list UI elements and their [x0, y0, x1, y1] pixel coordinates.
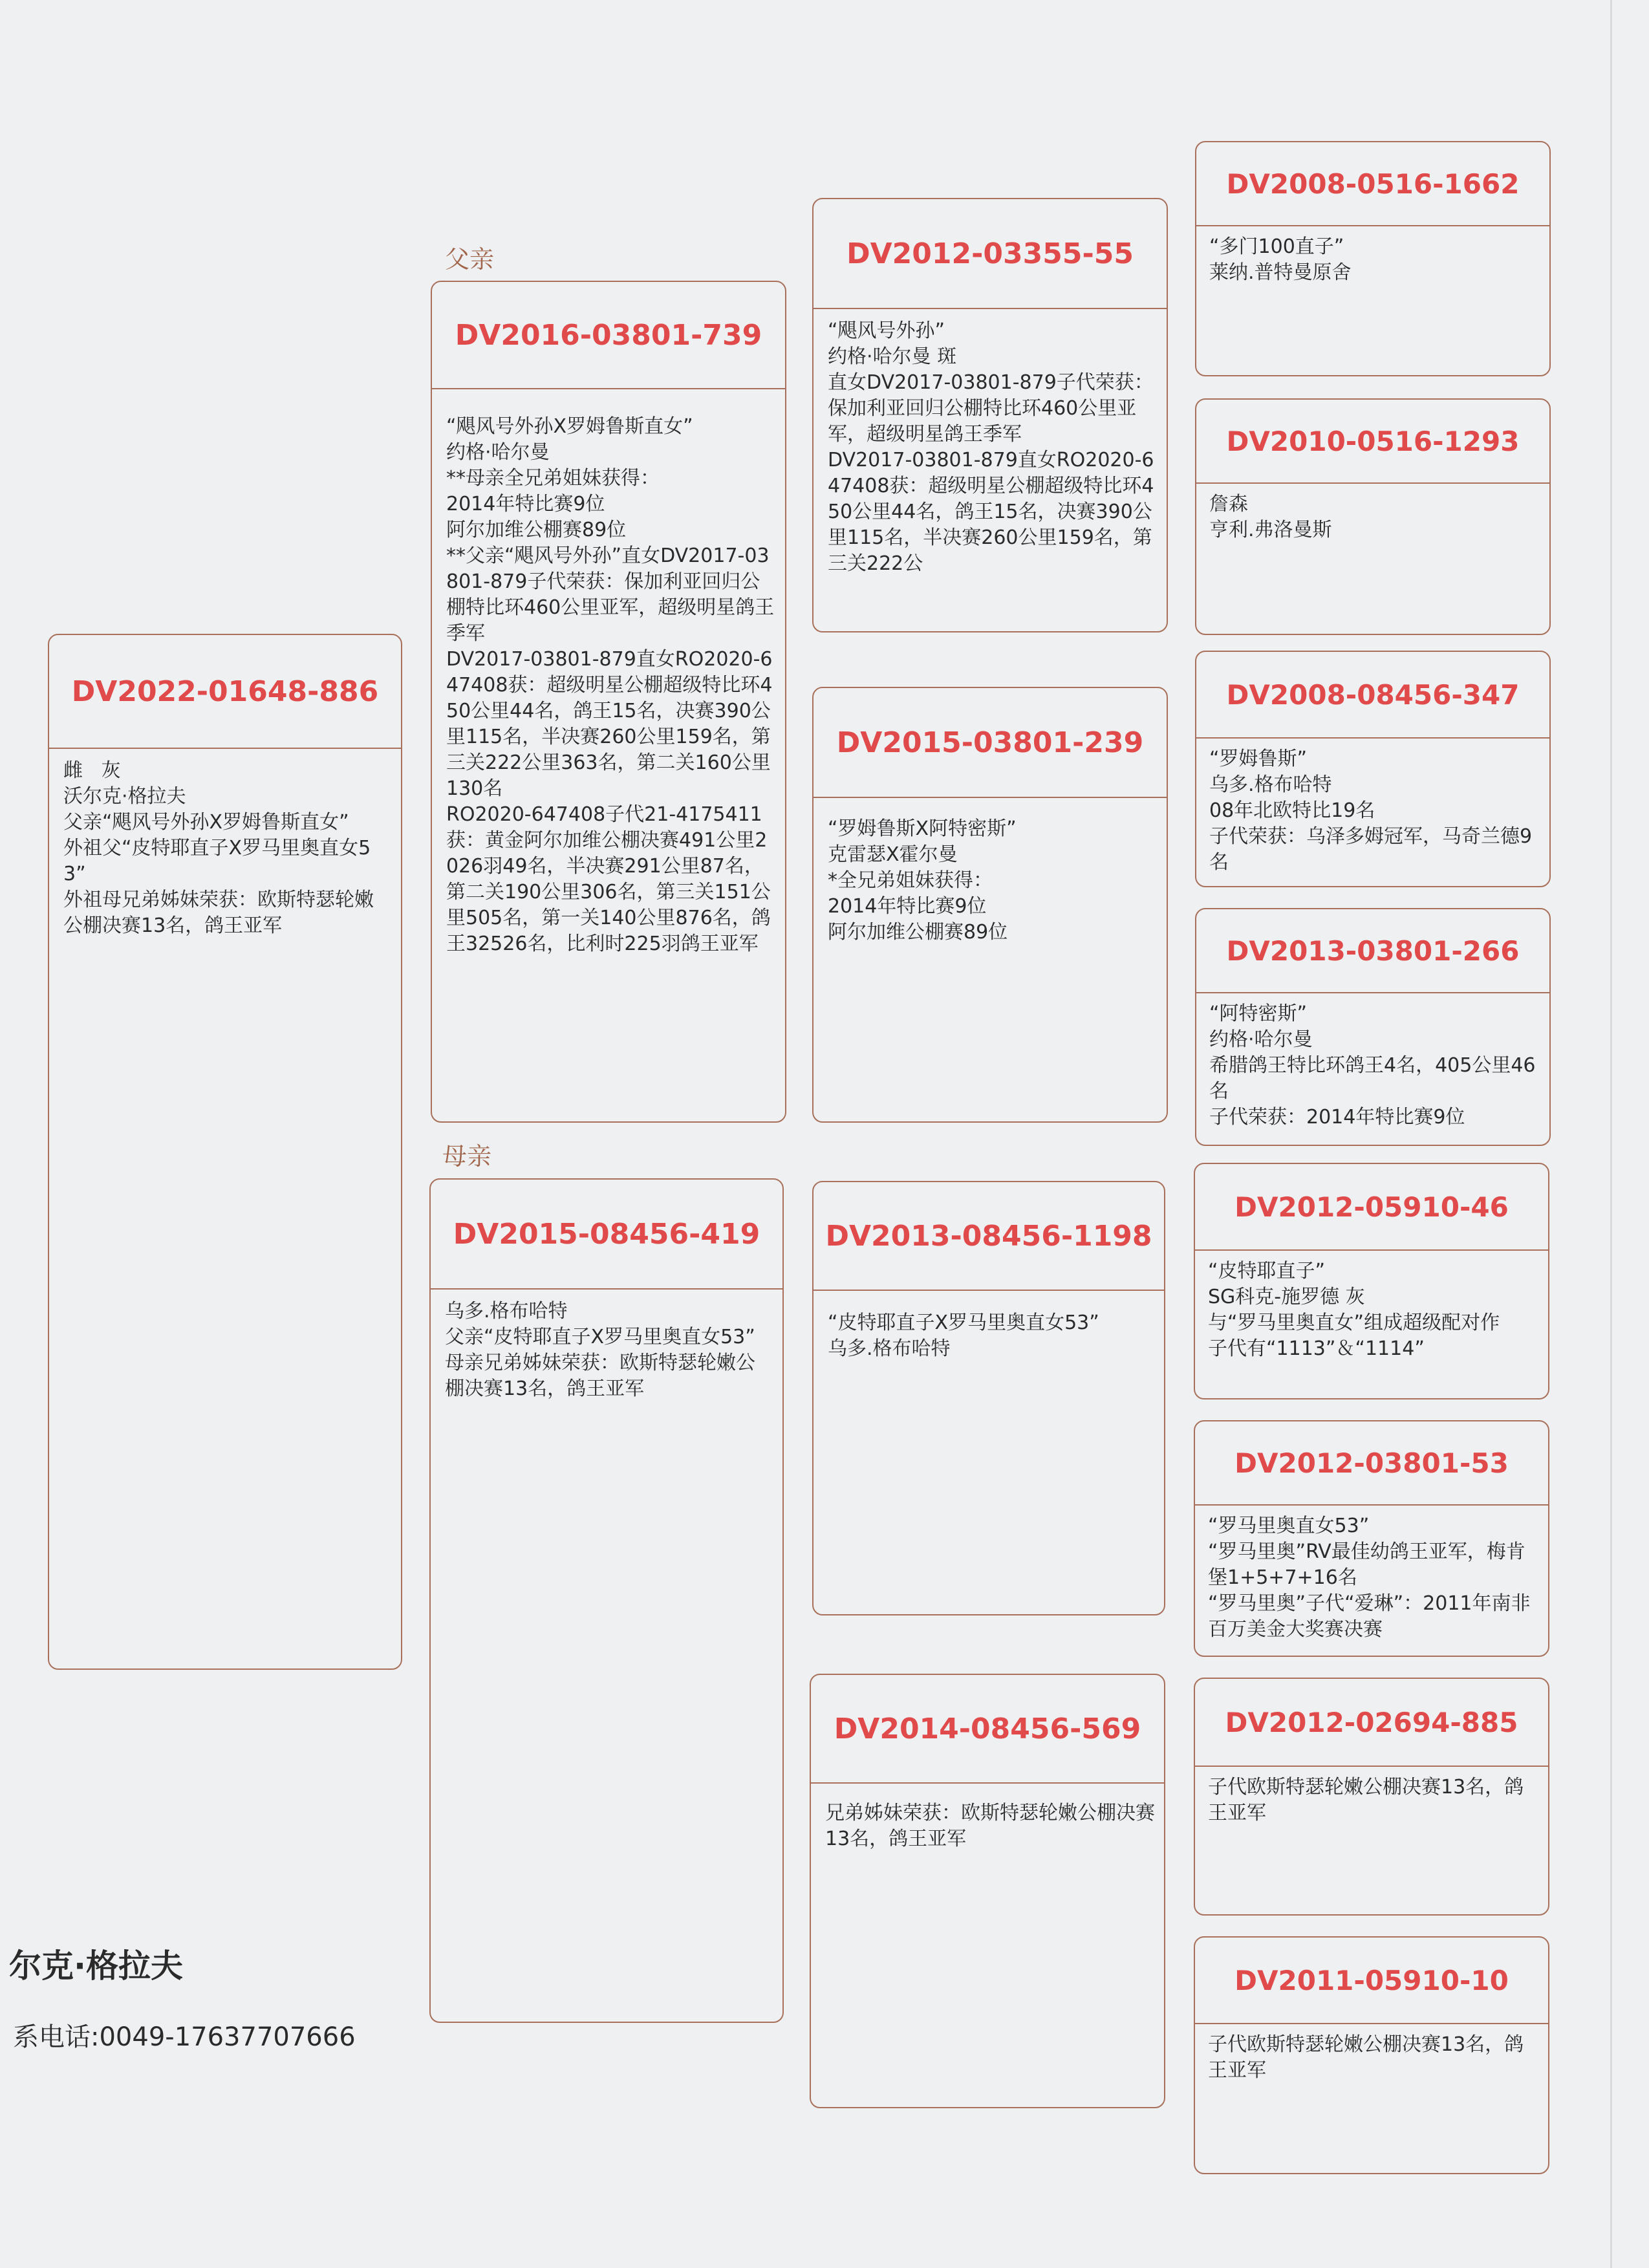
grandparent-card-body: “皮特耶直子X罗马里奥直女53” 乌多.格布哈特: [828, 1312, 1099, 1360]
mother-label: 母亲: [442, 1142, 492, 1171]
great-grandparent-ring-number: DV2008-0516-1662: [1226, 167, 1520, 200]
great-grandparent-ring-number: DV2008-08456-347: [1226, 678, 1520, 711]
great-grandparent-card: [1194, 1420, 1549, 1657]
subject-ring-number: DV2022-01648-886: [71, 675, 379, 708]
grandparent-card-body: 兄弟姊妹荣获：欧斯特瑟轮嫩公棚决赛13名，鸽王亚军: [825, 1802, 1155, 1850]
mother-card: [429, 1178, 784, 2023]
grandparent-ring-number: DV2014-08456-569: [834, 1712, 1141, 1745]
grandparent-card-body: “飓风号外孙” 约格·哈尔曼 斑 直女DV2017-03801-879子代荣获：保加利亚回归公棚特比环460公里亚军，超级明星鸽王季军 DV2017-03801-879直女RO2020-647408获：超级明星公棚超级特比环450公里44名，鸽王15名，决赛390公里115名，半决赛260公里159名，第三关222公: [828, 319, 1154, 575]
grandparent-ring-number: DV2012-03355-55: [846, 237, 1134, 270]
grandparent-card-header: [814, 688, 1167, 798]
grandparent-card: [810, 1674, 1165, 2108]
mother-card-header: [431, 1180, 782, 1290]
grandparent-card: [812, 198, 1168, 632]
grandparent-card-body: “罗姆鲁斯X阿特密斯” 克雷瑟X霍尔曼 *全兄弟姐妹获得： 2014年特比赛9位 阿尔加维公棚赛89位: [828, 817, 1017, 944]
grandparent-card-header: [814, 1182, 1164, 1291]
great-grandparent-card-body: 詹森 亨利.弗洛曼斯: [1209, 493, 1332, 541]
subject-card-header: [49, 635, 401, 749]
great-grandparent-card: [1194, 1163, 1549, 1399]
father-card: [431, 281, 786, 1123]
great-grandparent-card: [1195, 141, 1551, 376]
great-grandparent-card-header: [1195, 1679, 1548, 1767]
great-grandparent-card-body: 子代欧斯特瑟轮嫩公棚决赛13名，鸽王亚军: [1208, 2033, 1524, 2082]
father-label: 父亲: [445, 245, 495, 274]
great-grandparent-card-header: [1195, 1164, 1548, 1251]
great-grandparent-card-body: “多门100直子” 莱纳.普特曼原舍: [1209, 235, 1352, 284]
mother-card-body: 乌多.格布哈特 父亲“皮特耶直子X罗马里奥直女53” 母亲兄弟姊妹荣获：欧斯特瑟轮嫩公棚决赛13名，鸽王亚军: [445, 1300, 755, 1400]
father-ring-number: DV2016-03801-739: [455, 318, 762, 352]
great-grandparent-card: [1195, 651, 1551, 887]
mother-ring-number: DV2015-08456-419: [453, 1217, 760, 1251]
great-grandparent-card-body: “罗马里奥直女53” “罗马里奥”RV最佳幼鸽王亚军，梅肯堡1+5+7+16名 “罗马里奥”子代“爱琳”：2011年南非百万美金大奖赛决赛: [1208, 1515, 1531, 1641]
great-grandparent-card-body: “罗姆鲁斯” 乌多.格布哈特 08年北欧特比19名 子代荣获：乌泽多姆冠军，马奇兰德9名: [1209, 748, 1533, 874]
great-grandparent-card-header: [1196, 142, 1549, 226]
grandparent-ring-number: DV2013-08456-1198: [825, 1219, 1152, 1253]
grandparent-ring-number: DV2015-03801-239: [836, 726, 1144, 759]
great-grandparent-card-header: [1195, 1938, 1548, 2024]
great-grandparent-ring-number: DV2012-05910-46: [1234, 1191, 1509, 1223]
grandparent-card-header: [811, 1675, 1164, 1784]
great-grandparent-card: [1195, 398, 1551, 635]
great-grandparent-card-header: [1195, 1421, 1548, 1506]
great-grandparent-card: [1194, 1936, 1549, 2174]
great-grandparent-card-header: [1196, 400, 1549, 484]
great-grandparent-ring-number: DV2012-02694-885: [1225, 1706, 1518, 1738]
subject-card-body: 雌 灰 沃尔克·格拉夫 父亲“飓风号外孙X罗姆鲁斯直女” 外祖父“皮特耶直子X罗马里奥直女53” 外祖母兄弟姊妹荣获：欧斯特瑟轮嫩公棚决赛13名，鸽王亚军: [63, 759, 374, 937]
great-grandparent-card-body: “阿特密斯” 约格·哈尔曼 希腊鸽王特比环鸽王4名，405公里46名 子代荣获：2014年特比赛9位: [1209, 1002, 1536, 1129]
great-grandparent-card-body: “皮特耶直子” SG科克-施罗德 灰 与“罗马里奥直女”组成超级配对作 子代有“1113”＆“1114”: [1208, 1260, 1500, 1360]
contact-name: 尔克·格拉夫: [9, 1947, 183, 1985]
great-grandparent-card-body: 子代欧斯特瑟轮嫩公棚决赛13名，鸽王亚军: [1208, 1776, 1524, 1824]
great-grandparent-ring-number: DV2011-05910-10: [1234, 1964, 1509, 1996]
great-grandparent-ring-number: DV2013-03801-266: [1226, 934, 1520, 967]
grandparent-card: [812, 687, 1168, 1123]
great-grandparent-card-header: [1196, 909, 1549, 993]
great-grandparent-card: [1194, 1678, 1549, 1916]
father-card-header: [432, 282, 785, 389]
father-card-body: “飓风号外孙X罗姆鲁斯直女” 约格·哈尔曼 **母亲全兄弟姐妹获得： 2014年特比赛9位 阿尔加维公棚赛89位 **父亲“飓风号外孙”直女DV2017-03801-879子代荣获：保加利亚回归公棚特比环460公里亚军，超级明星鸽王季军 DV2017-03801-879直女RO2020-647408获：超级明星公棚超级特比环450公里44名，鸽王15名，决赛390公里115名，半决赛260公里159名，第三关222公里363名，第二关160公里130名 RO2020-647408子代21-4175411获：黄金阿尔加维公棚决赛491公里2026羽49名，半决赛291公里87名，第二关190公里306名，第三关151公里505名，第一关140公里876名，鸽王32526名，比利时225羽鸽王亚军: [446, 415, 775, 955]
great-grandparent-ring-number: DV2010-0516-1293: [1226, 425, 1520, 457]
grandparent-card: [812, 1181, 1165, 1615]
great-grandparent-ring-number: DV2012-03801-53: [1234, 1447, 1509, 1479]
subject-card: [48, 634, 402, 1670]
great-grandparent-card-header: [1196, 652, 1549, 739]
contact-phone: 系电话:0049-17637707666: [13, 2022, 356, 2052]
scan-edge: [1610, 0, 1612, 2268]
great-grandparent-card: [1195, 908, 1551, 1146]
grandparent-card-header: [814, 199, 1167, 309]
